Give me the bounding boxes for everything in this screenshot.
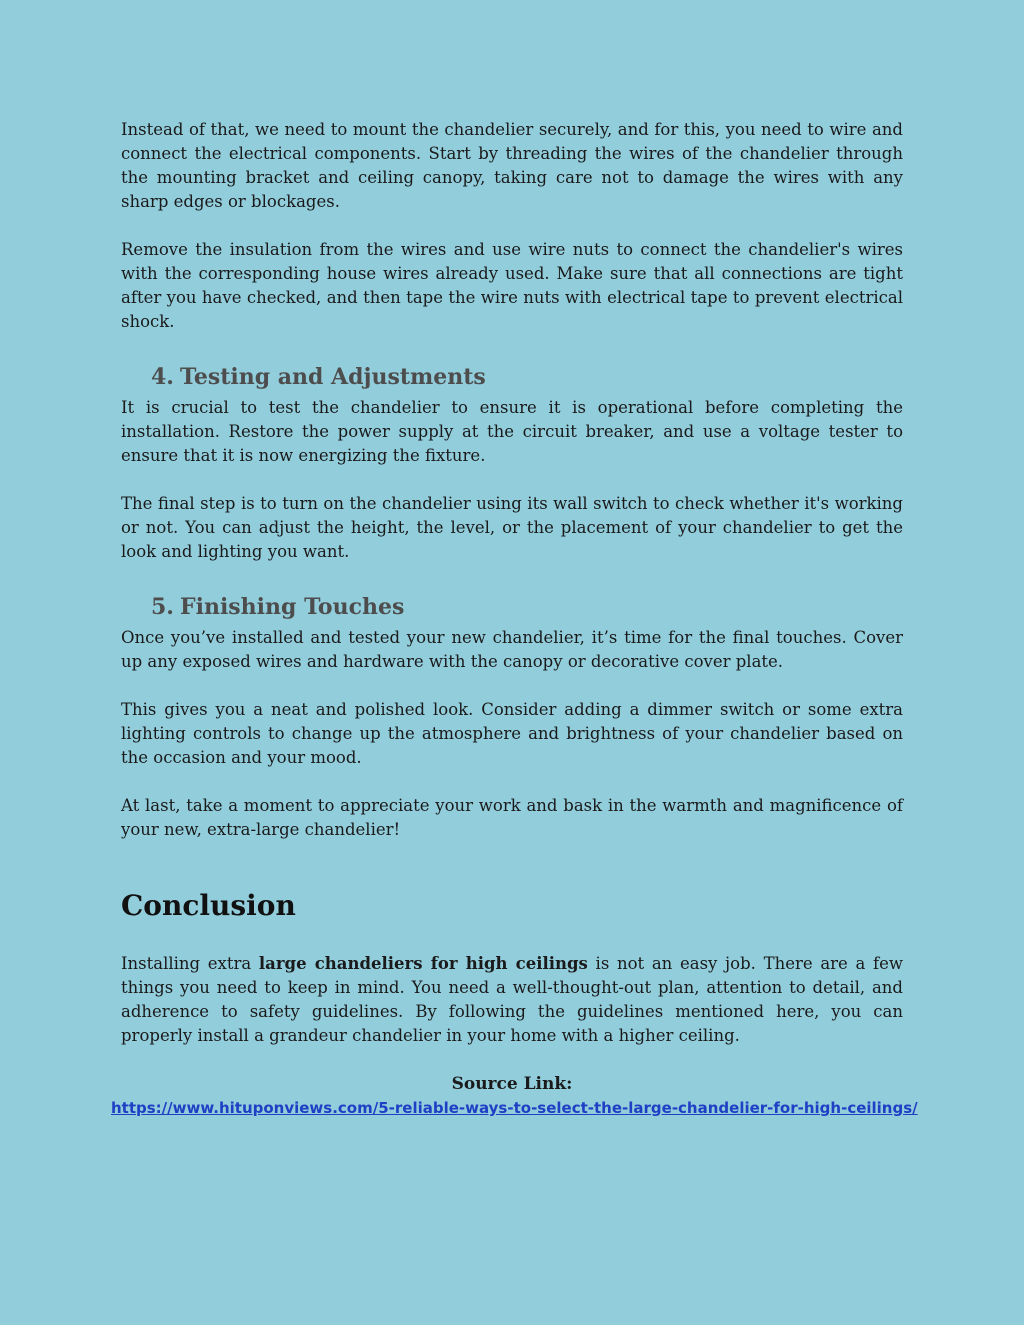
section-4-paragraph-1: It is crucial to test the chandelier to ensure it is operational before completing the installation. Restore the power supply at the circuit breaker, and use a voltage tester to ensure that it is now energizing the fixture. [121,398,903,465]
intro-paragraph-1: Instead of that, we need to mount the chandelier securely, and for this, you need to wire and connect the electrical components. Start by threading the wires of the chandelier through the mounting bracket and ceiling canopy, taking care not to damage the wires with any sharp edges or blockages. [121,120,903,211]
conclusion-paragraph [121,952,903,1048]
section-4-title: Testing and Adjustments [179,364,486,390]
section-5-paragraph-3: At last, take a moment to appreciate your work and bask in the warmth and magnificence of your new, extra-large chandelier! [121,796,903,839]
section-4-heading [121,362,903,392]
document-page [111,118,918,1120]
source-label: Source Link: [451,1074,573,1094]
section-4-number: 4. [151,364,174,390]
source-link[interactable]: https://www.hituponviews.com/5-reliable-ways-to-select-the-large-chandelier-for-high-ceilings/ [111,1099,918,1117]
section-5-paragraph-1: Once you’ve installed and tested your new chandelier, it’s time for the final touches. Cover up any exposed wires and hardware with the canopy or decorative cover plate. [121,628,903,671]
section-5-number: 5. [151,594,174,620]
intro-paragraph-2: Remove the insulation from the wires and use wire nuts to connect the chandelier's wires with the corresponding house wires already used. Make sure that all connections are tight after you have checked, and then tape the wire nuts with electrical tape to prevent electrical shock. [121,240,903,331]
conclusion-heading: Conclusion [121,889,296,922]
conclusion-text-start: Installing extra [121,954,259,973]
section-5-paragraph-2: This gives you a neat and polished look. Consider adding a dimmer switch or some extra lighting controls to change up the atmosphere and brightness of your chandelier based on the occasion and your mood. [121,700,903,767]
section-4-paragraph-2: The final step is to turn on the chandelier using its wall switch to check whether it's working or not. You can adjust the height, the level, or the placement of your chandelier to get the look and lighting you want. [121,494,903,561]
conclusion-text-end: is not an easy job. There are a few things you need to keep in mind. You need a well-thought-out plan, attention to detail, and adherence to safety guidelines. By following the guidelines mentioned here, you can properly install a grandeur chandelier in your home with a higher ceiling. [121,954,903,1045]
section-5-heading [121,592,903,622]
conclusion-keyword: large chandeliers for high ceilings [258,954,588,973]
section-5-title: Finishing Touches [179,594,405,620]
